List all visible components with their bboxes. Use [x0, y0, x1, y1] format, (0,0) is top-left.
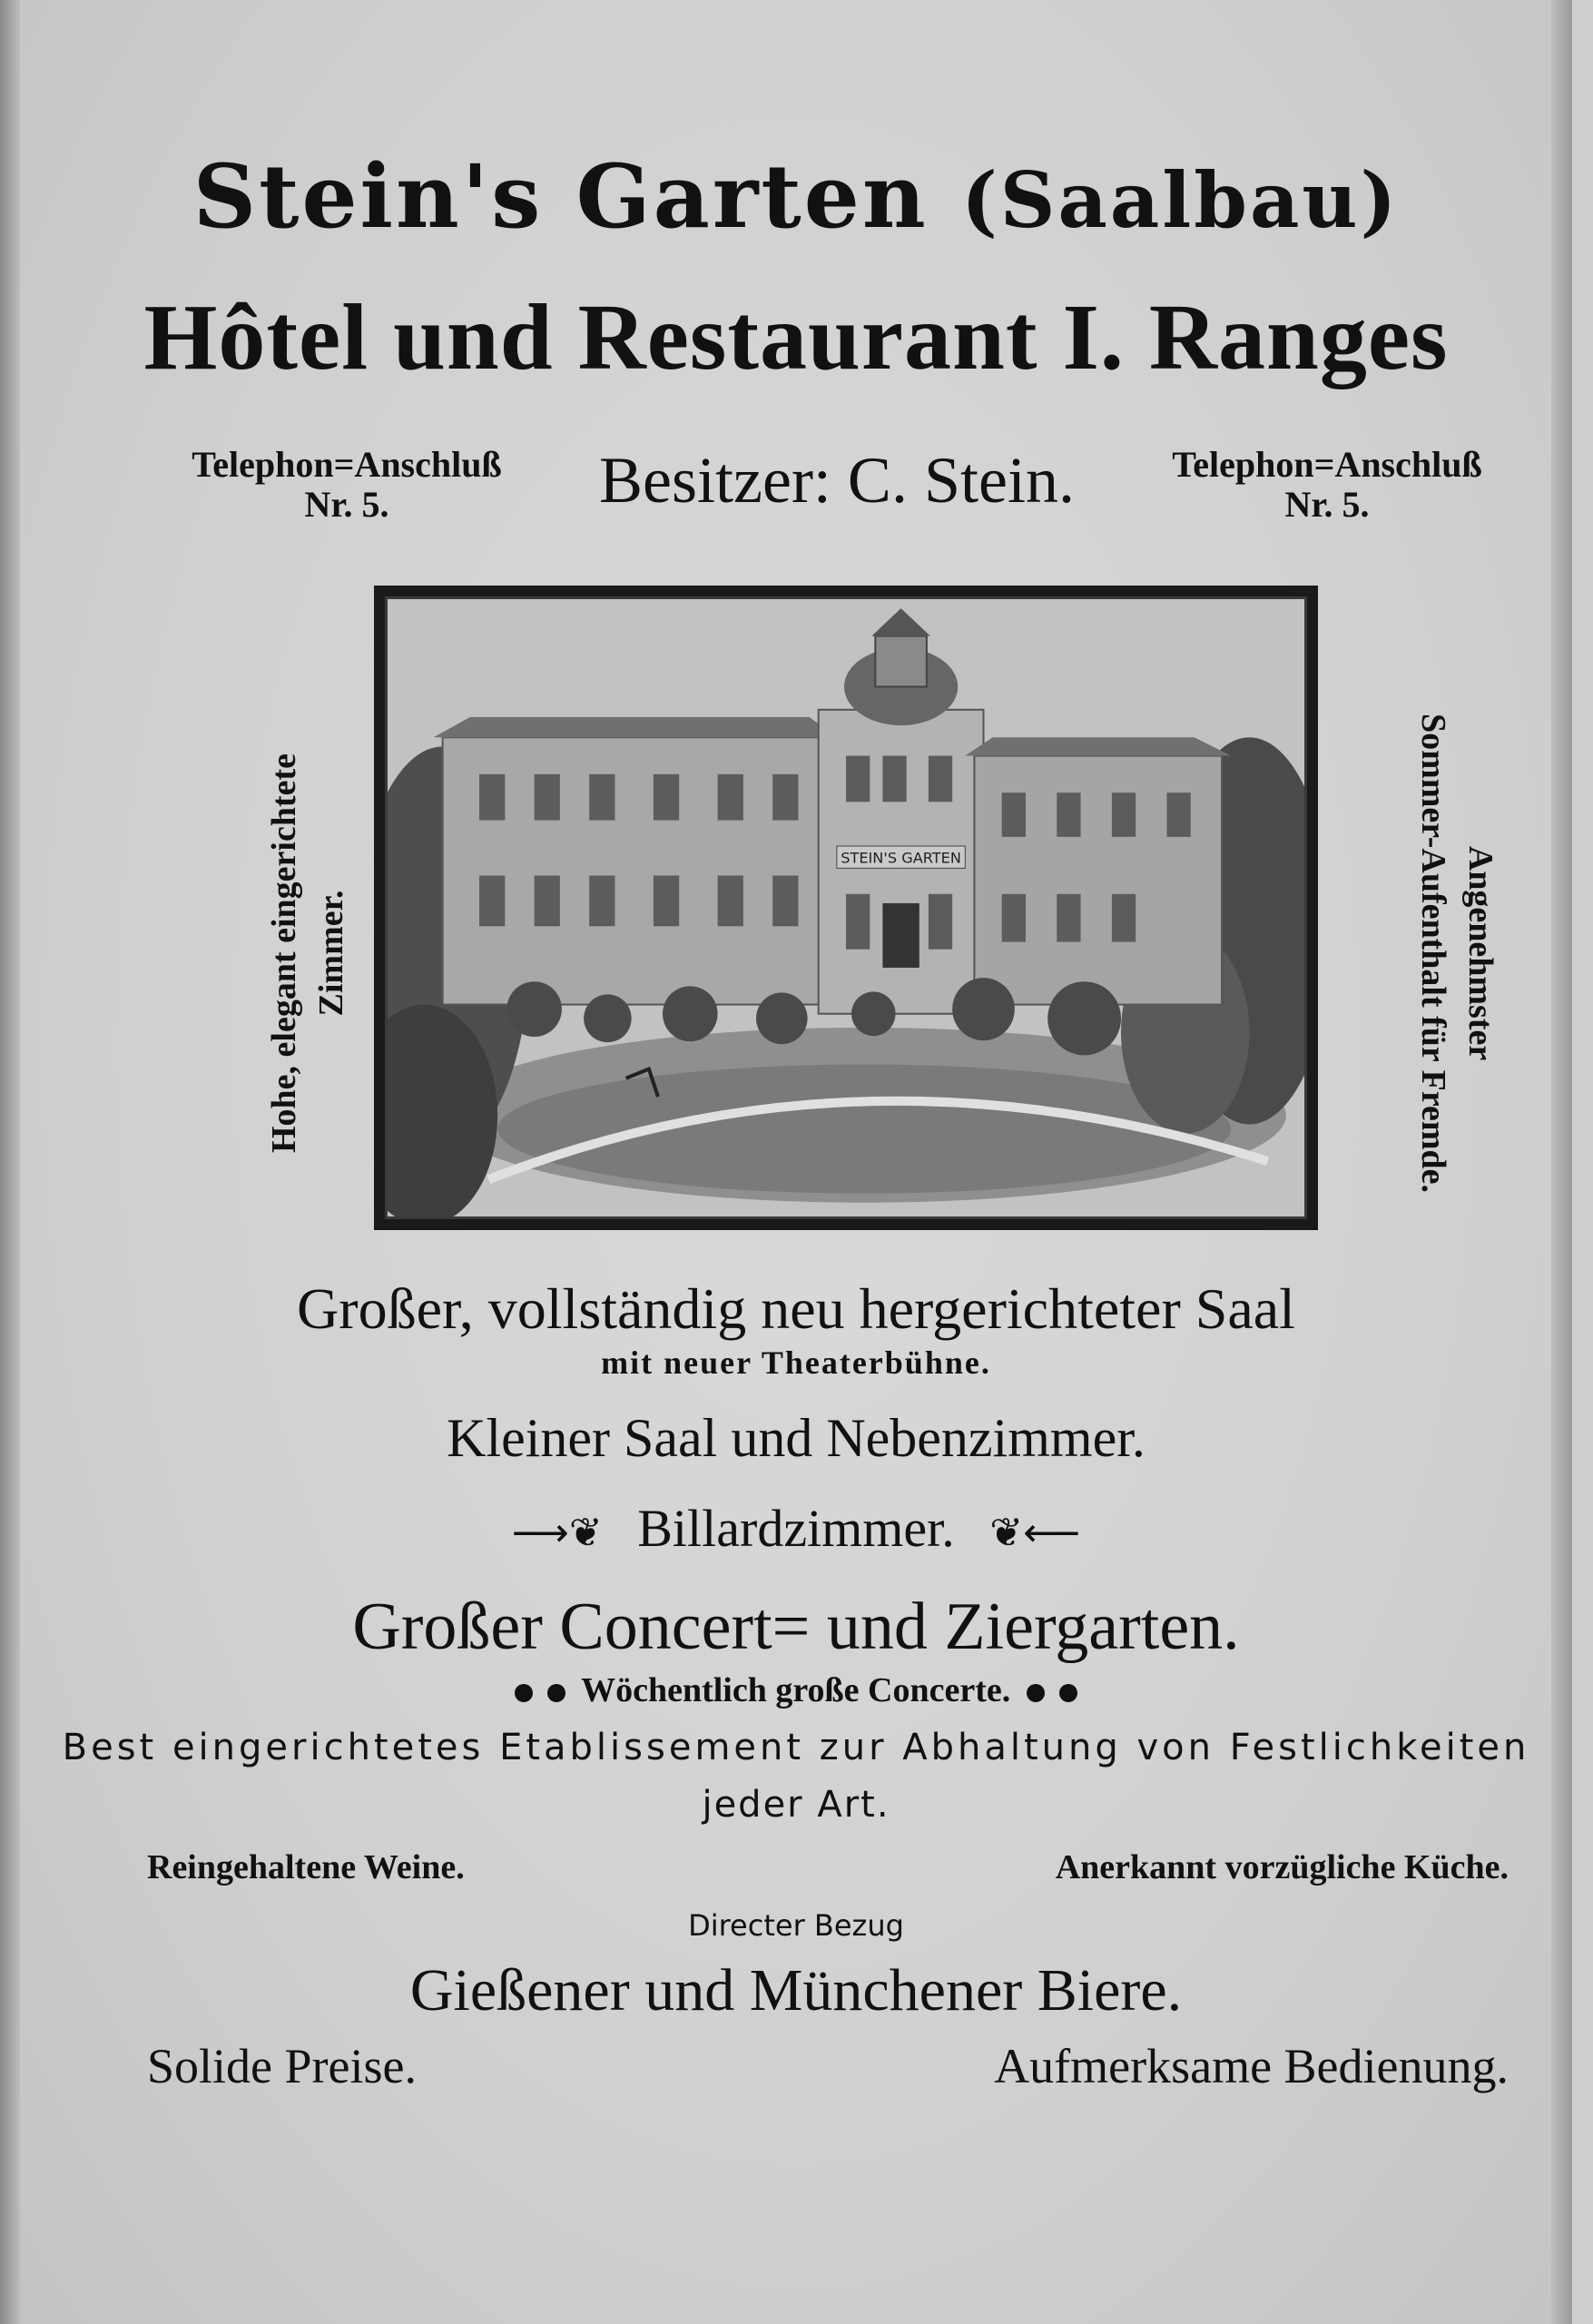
small-hall-line: Kleiner Saal und Nebenzimmer.: [447, 1408, 1146, 1468]
side-right-line1: Angenehmster: [1461, 845, 1500, 1061]
theater-stage-line: mit neuer Theaterbühne.: [601, 1344, 991, 1381]
establishment-line: Best eingerichtetes Etablissement zur Abhaltung von Festlichkeiten: [62, 1727, 1530, 1768]
side-left-line2: Zimmer.: [312, 890, 350, 1017]
ornament-right-icon: ❦⟵: [989, 1511, 1081, 1555]
telephone-left: [174, 445, 519, 525]
telephone-left-label: Telephon=Anschluß: [192, 444, 502, 485]
page-edge: [1551, 0, 1572, 2324]
kitchen-text: Anerkannt vorzügliche Küche.: [1055, 1848, 1509, 1886]
side-text-left: [261, 672, 355, 1235]
advert-title: [20, 145, 1572, 248]
telephone-left-number: Nr. 5.: [304, 484, 389, 525]
bullet-dot-icon: [1027, 1684, 1045, 1702]
building-photo: [374, 586, 1318, 1230]
side-text-right: [1410, 626, 1504, 1280]
billiard-text: Billardzimmer.: [637, 1499, 955, 1558]
title-main: Stein's Garten: [192, 145, 929, 248]
concert-garden-line: Großer Concert= und Ziergarten.: [352, 1590, 1240, 1664]
large-hall-line: Großer, vollständig neu hergerichteter Saal: [297, 1276, 1295, 1341]
prices-text: Solide Preise.: [147, 2039, 417, 2093]
bullet-dot-icon: [515, 1684, 533, 1702]
telephone-right: [1146, 445, 1509, 525]
every-kind-line: jeder Art.: [702, 1784, 890, 1826]
side-right-line2: Sommer-Aufenthalt für Fremde.: [1414, 713, 1452, 1194]
weekly-concerts-line: [20, 1670, 1572, 1710]
side-left-line1: Hohe, elegant eingerichtete: [265, 753, 303, 1154]
direct-supply-line: Directer Bezug: [688, 1908, 904, 1943]
beers-line: Gießener und Münchener Biere.: [409, 1957, 1183, 2024]
service-text: Aufmerksame Bedienung.: [994, 2039, 1509, 2093]
bullet-dot-icon: [547, 1684, 565, 1702]
billiard-line: [20, 1498, 1572, 1559]
building-illustration: [388, 599, 1304, 1216]
advert-subtitle: Hôtel und Restaurant I. Ranges: [143, 285, 1449, 389]
wines-text: Reingehaltene Weine.: [147, 1848, 465, 1886]
photo-sign-text: STEIN'S GARTEN: [841, 849, 961, 867]
building-photo-inner: [385, 596, 1307, 1219]
telephone-right-label: Telephon=Anschluß: [1172, 444, 1482, 485]
advertisement-page: [20, 0, 1572, 2324]
prices-service-row: [147, 2038, 1509, 2094]
ornament-left-icon: ⟶❦: [511, 1511, 603, 1555]
owner-line: Besitzer: C. Stein.: [599, 444, 1075, 517]
weekly-concerts-text: Wöchentlich große Concerte.: [581, 1671, 1011, 1709]
title-paren: (Saalbau): [961, 155, 1400, 245]
wine-kitchen-row: [147, 1847, 1509, 1887]
book-spine: [0, 0, 20, 2324]
telephone-right-number: Nr. 5.: [1284, 484, 1370, 525]
bullet-dot-icon: [1059, 1684, 1077, 1702]
